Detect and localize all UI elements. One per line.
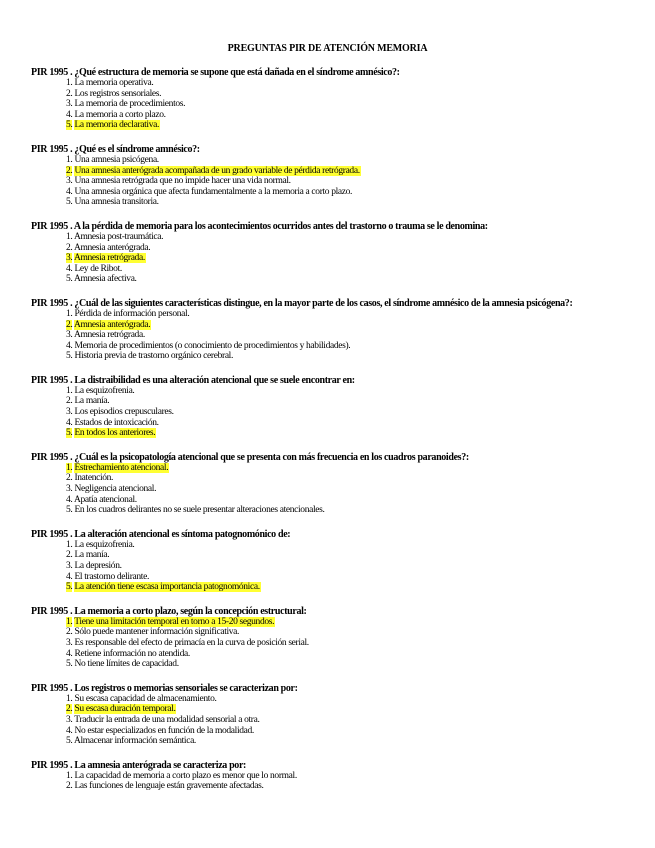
option-text: Apatía atencional.	[73, 494, 137, 505]
option-number: 4.	[66, 417, 73, 428]
option-text: Una amnesia orgánica que afecta fundamentalmente a la memoria a corto plazo.	[74, 186, 353, 197]
option-number: 5.	[66, 120, 73, 131]
option-text: En los cuadros delirantes no se suele presentar alteraciones atencionales.	[74, 505, 325, 516]
question-text	[31, 683, 591, 694]
question-source: PIR 1995	[31, 220, 68, 232]
question-stem: . Los registros o memorias sensoriales se caracterizan por:	[70, 682, 298, 694]
answer-option	[66, 649, 591, 660]
answer-option	[66, 341, 591, 352]
option-number: 5.	[66, 659, 73, 670]
question-text	[31, 144, 591, 155]
question-source: PIR 1995	[31, 451, 68, 463]
option-list	[31, 309, 591, 362]
correct-answer-option	[66, 617, 591, 628]
answer-option	[66, 396, 591, 407]
answer-option	[66, 351, 591, 362]
answer-option	[66, 540, 591, 551]
option-list	[31, 694, 591, 747]
option-text: Amnesia afectiva.	[73, 274, 137, 285]
option-text: Amnesia retrógrada.	[73, 330, 145, 341]
option-list	[31, 540, 591, 593]
option-text: Estrechamiento atencional.	[74, 462, 169, 473]
option-text: La esquizofrenia.	[74, 539, 135, 550]
answer-option	[66, 99, 591, 110]
option-number: 2.	[66, 242, 73, 253]
option-text: Historia previa de trastorno orgánico cerebral.	[74, 351, 233, 362]
option-text: Estados de intoxicación.	[74, 417, 159, 428]
option-text: Amnesia anterógrada.	[73, 242, 151, 253]
option-number: 4.	[66, 571, 73, 582]
option-number: 2.	[66, 704, 73, 715]
option-text: Los registros sensoriales.	[74, 88, 162, 99]
option-text: Almacenar información semántica.	[73, 736, 196, 747]
option-list	[31, 771, 591, 792]
option-text: La depresión.	[74, 561, 122, 571]
option-number: 4.	[66, 263, 73, 274]
option-text: Amnesia post-traumática.	[73, 231, 164, 242]
question-source: PIR 1995	[31, 528, 68, 540]
question-block	[31, 606, 591, 670]
option-number: 1.	[66, 154, 73, 165]
option-text: La manía.	[74, 396, 110, 407]
answer-option	[66, 561, 591, 572]
answer-option	[66, 659, 591, 670]
option-text: Sólo puede mantener información significativa.	[74, 627, 240, 638]
question-stem: . ¿Cuál de las siguientes características distingue, en la mayor parte de los casos, el síndrome amnésico de la amnesia psicógena?:	[70, 297, 573, 309]
question-text	[31, 606, 591, 617]
option-text: Los episodios crepusculares.	[74, 407, 174, 418]
answer-option	[66, 495, 591, 506]
correct-answer-option	[66, 166, 591, 177]
option-text: Las funciones de lenguaje están gravemente afectadas.	[74, 781, 264, 792]
option-number: 5.	[66, 197, 73, 208]
question-text	[31, 529, 591, 540]
question-stem: . A la pérdida de memoria para los acontecimientos ocurridos antes del trastorno o trauma se le denomina:	[70, 220, 488, 232]
option-text: Amnesia anterógrada.	[73, 319, 151, 330]
question-block	[31, 298, 591, 362]
answer-option	[66, 781, 591, 792]
document-title: PREGUNTAS PIR DE ATENCIÓN MEMORIA	[227, 43, 428, 54]
option-list	[31, 386, 591, 439]
option-text: No tiene límites de capacidad.	[74, 659, 179, 670]
option-number: 3.	[66, 99, 73, 110]
option-text: La memoria operativa.	[74, 78, 154, 88]
question-source: PIR 1995	[31, 67, 68, 78]
option-number: 1.	[66, 539, 73, 550]
option-number: 5.	[66, 582, 73, 593]
option-text: La capacidad de memoria a corto plazo es menor que lo normal.	[74, 770, 297, 781]
option-list	[31, 463, 591, 516]
option-number: 2.	[66, 396, 73, 407]
answer-option	[66, 484, 591, 495]
answer-option	[66, 309, 591, 320]
option-text: No estar especializados en función de la modalidad.	[74, 725, 254, 736]
answer-option	[66, 243, 591, 254]
option-number: 4.	[66, 494, 73, 505]
option-number: 4.	[66, 186, 73, 197]
answer-option	[66, 694, 591, 705]
option-text: Su escasa duración temporal.	[74, 704, 176, 715]
option-number: 1.	[66, 308, 73, 319]
option-text: El trastorno delirante.	[74, 571, 149, 582]
question-block	[31, 452, 591, 516]
answer-option	[66, 274, 591, 285]
option-text: Traducir la entrada de una modalidad sensorial a otra.	[74, 714, 260, 725]
question-source: PIR 1995	[31, 759, 68, 771]
option-text: Inatención.	[74, 473, 114, 484]
option-number: 5.	[66, 351, 73, 362]
correct-answer-option	[66, 428, 591, 439]
correct-answer-option	[66, 120, 591, 131]
question-source: PIR 1995	[31, 143, 68, 155]
answer-option	[66, 771, 591, 782]
answer-option	[66, 418, 591, 429]
option-text: Amnesia retrógrada.	[73, 253, 145, 264]
answer-option	[66, 386, 591, 397]
correct-answer-option	[66, 704, 591, 715]
question-text	[31, 375, 591, 386]
option-number: 4.	[66, 725, 73, 736]
option-list	[31, 617, 591, 670]
option-text: La atención tiene escasa importancia patognomónica.	[74, 582, 260, 593]
option-number: 1.	[66, 231, 73, 242]
answer-option	[66, 726, 591, 737]
answer-option	[66, 232, 591, 243]
question-stem: . La distraibilidad es una alteración atencional que se suele encontrar en:	[70, 374, 355, 386]
option-number: 3.	[66, 561, 73, 571]
question-stem: . La amnesia anterógrada se caracteriza por:	[70, 759, 247, 771]
question-text	[31, 221, 591, 232]
answer-option	[66, 473, 591, 484]
option-text: Tiene una limitación temporal en torno a 15-20 segundos.	[74, 616, 275, 627]
answer-option	[66, 638, 591, 649]
option-list	[31, 155, 591, 208]
question-source: PIR 1995	[31, 605, 68, 617]
option-number: 2.	[66, 627, 73, 638]
answer-option	[66, 505, 591, 516]
option-text: La esquizofrenia.	[74, 385, 135, 396]
option-text: En todos los anteriores.	[74, 428, 156, 439]
option-text: Memoria de procedimientos (o conocimiento de procedimientos y habilidades).	[74, 340, 351, 351]
option-number: 5.	[66, 428, 73, 439]
option-number: 1.	[66, 385, 73, 396]
option-number: 2.	[66, 781, 73, 792]
option-number: 4.	[66, 340, 73, 351]
option-number: 3.	[66, 330, 73, 341]
correct-answer-option	[66, 320, 591, 331]
question-block	[31, 221, 591, 285]
option-text: Su escasa capacidad de almacenamiento.	[74, 693, 217, 704]
option-number: 2.	[66, 319, 73, 330]
option-number: 4.	[66, 109, 73, 120]
option-number: 1.	[66, 770, 73, 781]
option-text: Es responsable del efecto de primacía en la curva de posición serial.	[74, 637, 309, 648]
question-text	[31, 298, 591, 309]
question-stem: . ¿Qué estructura de memoria se supone que está dañada en el síndrome amnésico?:	[70, 67, 400, 78]
question-stem: . La alteración atencional es síntoma patognomónico de:	[70, 528, 291, 540]
question-stem: . ¿Qué es el síndrome amnésico?:	[70, 143, 200, 155]
option-number: 1.	[66, 78, 73, 88]
question-source: PIR 1995	[31, 297, 68, 309]
answer-option	[66, 715, 591, 726]
answer-option	[66, 187, 591, 198]
answer-option	[66, 407, 591, 418]
question-block	[31, 683, 591, 747]
answer-option	[66, 550, 591, 561]
option-number: 3.	[66, 253, 73, 264]
question-block	[31, 375, 591, 439]
question-stem: . La memoria a corto plazo, según la concepción estructural:	[70, 605, 307, 617]
question-text	[31, 452, 591, 463]
option-number: 5.	[66, 274, 73, 285]
option-number: 4.	[66, 648, 73, 659]
answer-option	[66, 155, 591, 166]
question-block	[31, 760, 591, 792]
answer-option	[66, 89, 591, 100]
answer-option	[66, 330, 591, 341]
answer-option	[66, 110, 591, 121]
question-text	[31, 760, 591, 771]
answer-option	[66, 627, 591, 638]
option-number: 2.	[66, 88, 73, 99]
option-number: 3.	[66, 484, 73, 495]
option-text: La manía.	[74, 550, 110, 561]
option-list	[31, 232, 591, 285]
option-text: Ley de Ribot.	[74, 263, 122, 274]
option-number: 3.	[66, 407, 73, 418]
option-number: 5.	[66, 505, 73, 516]
option-number: 1.	[66, 462, 73, 473]
answer-option	[66, 78, 591, 89]
question-stem: . ¿Cuál es la psicopatología atencional que se presenta con más frecuencia en los cuadros paranoides?:	[70, 451, 469, 463]
answer-option	[66, 197, 591, 208]
option-text: Una amnesia anterógrada acompañada de un grado variable de pérdida retrógrada.	[74, 165, 360, 176]
question-block	[31, 67, 591, 131]
option-text: La memoria a corto plazo.	[74, 109, 166, 120]
question-block	[31, 529, 591, 593]
question-source: PIR 1995	[31, 374, 68, 386]
option-text: Negligencia atencional.	[74, 484, 157, 495]
answer-option	[66, 572, 591, 583]
option-number: 2.	[66, 165, 73, 176]
option-number: 3.	[66, 176, 73, 187]
option-text: Una amnesia retrógrada que no impide hacer una vida normal.	[74, 176, 291, 187]
option-text: Una amnesia transitoria.	[74, 197, 159, 208]
question-block	[31, 144, 591, 208]
correct-answer-option	[66, 253, 591, 264]
option-list	[31, 78, 591, 131]
option-number: 2.	[66, 473, 73, 484]
option-text: Pérdida de información personal.	[74, 308, 190, 319]
answer-option	[66, 176, 591, 187]
option-number: 1.	[66, 693, 73, 704]
option-number: 3.	[66, 714, 73, 725]
question-list	[31, 67, 591, 805]
answer-option	[66, 264, 591, 275]
answer-option	[66, 736, 591, 747]
option-number: 3.	[66, 637, 73, 648]
correct-answer-option	[66, 582, 591, 593]
option-number: 2.	[66, 550, 73, 561]
option-number: 5.	[66, 736, 73, 747]
question-source: PIR 1995	[31, 682, 68, 694]
option-number: 1.	[66, 616, 73, 627]
option-text: Retiene información no atendida.	[74, 648, 190, 659]
correct-answer-option	[66, 463, 591, 474]
option-text: La memoria de procedimientos.	[74, 99, 186, 110]
option-text: Una amnesia psicógena.	[74, 154, 159, 165]
option-text: La memoria declarativa.	[74, 120, 159, 131]
question-text	[31, 67, 591, 78]
